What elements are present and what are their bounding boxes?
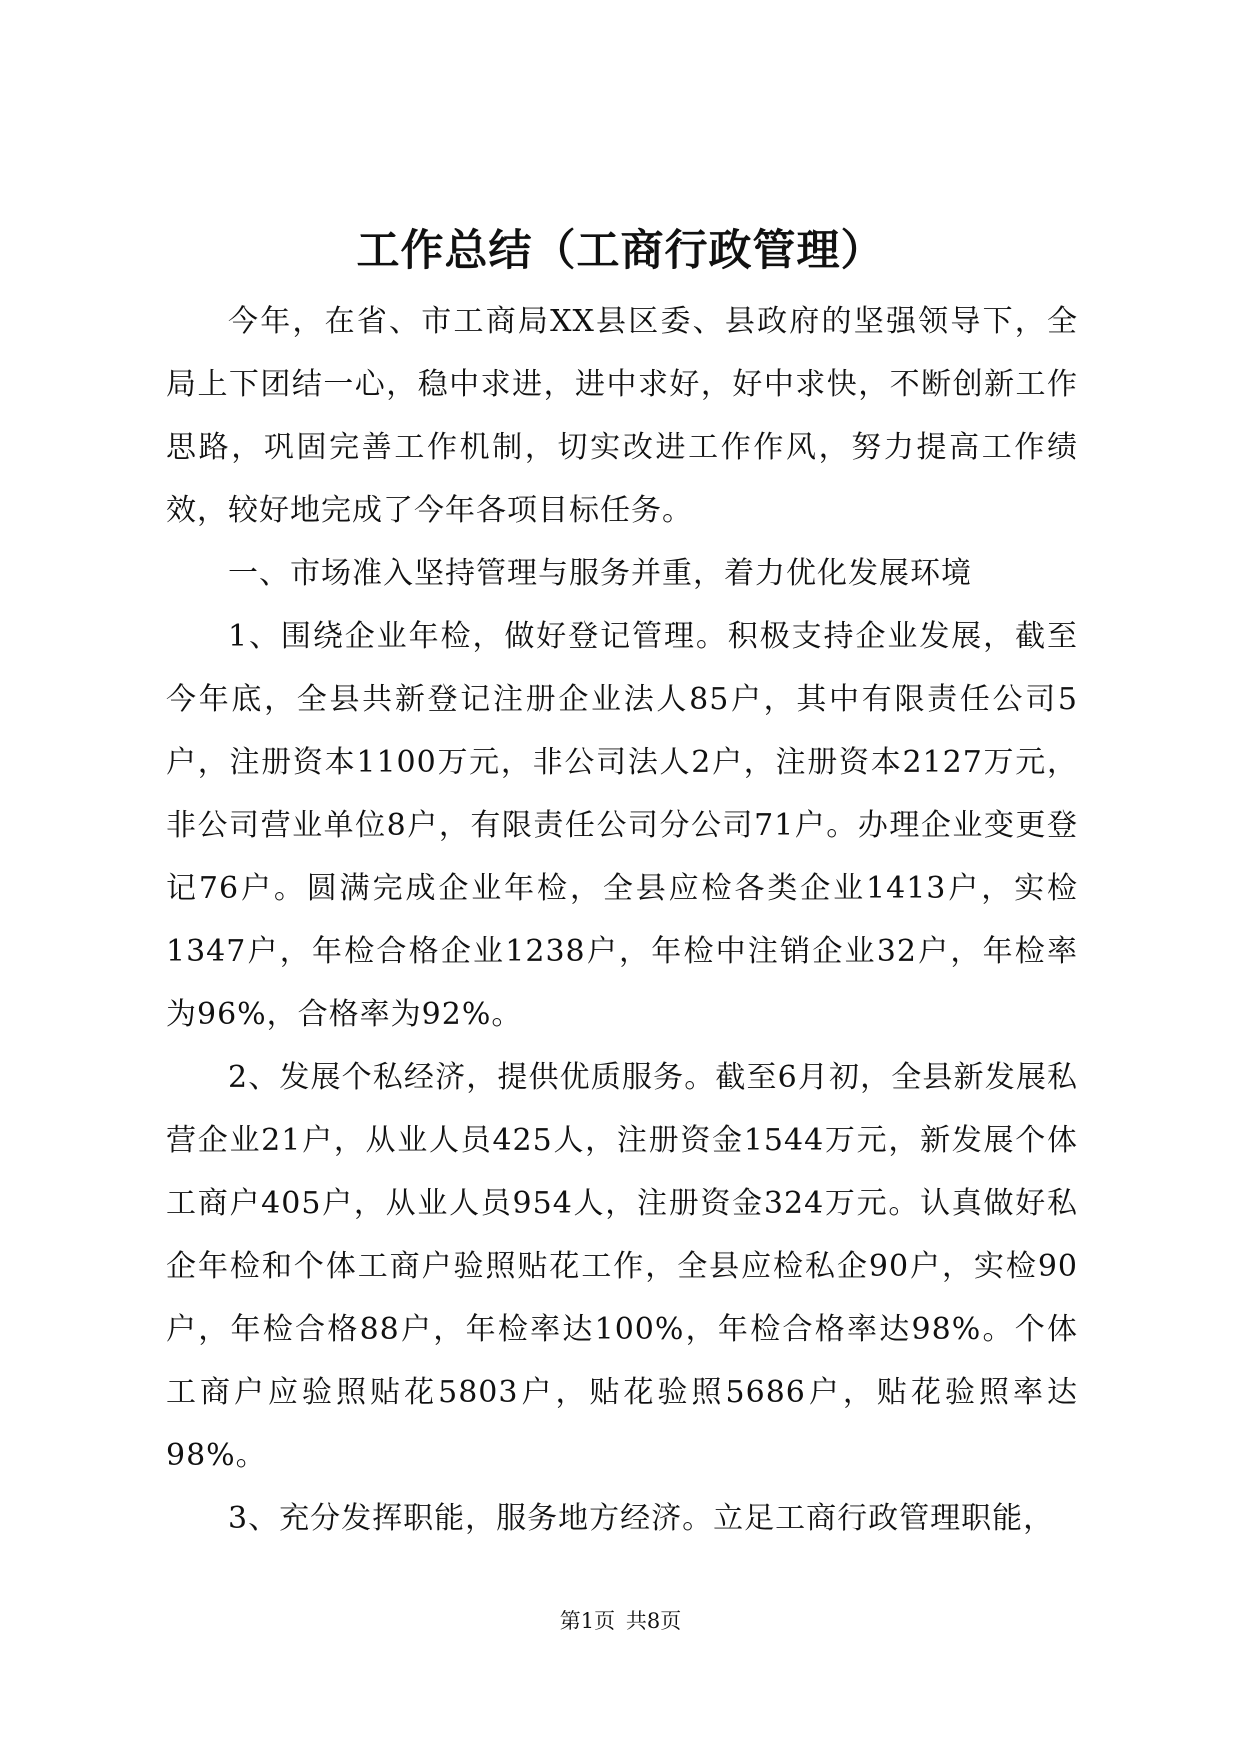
paragraph-registration: 1、围绕企业年检，做好登记管理。积极支持企业发展，截至今年底，全县共新登记注册企业法人85户，其中有限责任公司5户，注册资本1100万元，非公司法人2户，注册资本2127万元，非公司营业单位8户，有限责任公司分公司71户。办理企业变更登记76户。圆满完成企业年检，全县应检各类企业1413户，实检1347户，年检合格企业1238户，年检中注销企业32户，年检率为96%，合格率为92%。	[166, 619, 1078, 1032]
paragraph-private-economy: 2、发展个私经济，提供优质服务。截至6月初，全县新发展私营企业21户，从业人员425人，注册资金1544万元，新发展个体工商户405户，从业人员954人，注册资金324万元。认真做好私企年检和个体工商户验照贴花工作，全县应检私企90户，实检90户，年检合格88户，年检率达100%，年检合格率达98%。个体工商户应验照贴花5803户，贴花验照5686户，贴花验照率达98%。	[166, 1060, 1078, 1473]
document-title: 工作总结（工商行政管理）	[356, 226, 885, 276]
paragraph-intro: 今年，在省、市工商局XX县区委、县政府的坚强领导下，全局上下团结一心，稳中求进，进中求好，好中求快，不断创新工作思路，巩固完善工作机制，切实改进工作作风，努力提高工作绩效，较好地完成了今年各项目标任务。	[166, 304, 1078, 528]
page-number: 第1页	[559, 1609, 616, 1633]
document-body	[166, 290, 1078, 1550]
page-total: 共8页	[625, 1609, 682, 1633]
page-footer	[0, 1607, 1241, 1635]
paragraph-local-economy: 3、充分发挥职能，服务地方经济。立足工商行政管理职能，	[228, 1501, 1055, 1536]
section-heading-1: 一、市场准入坚持管理与服务并重，着力优化发展环境	[228, 556, 972, 591]
